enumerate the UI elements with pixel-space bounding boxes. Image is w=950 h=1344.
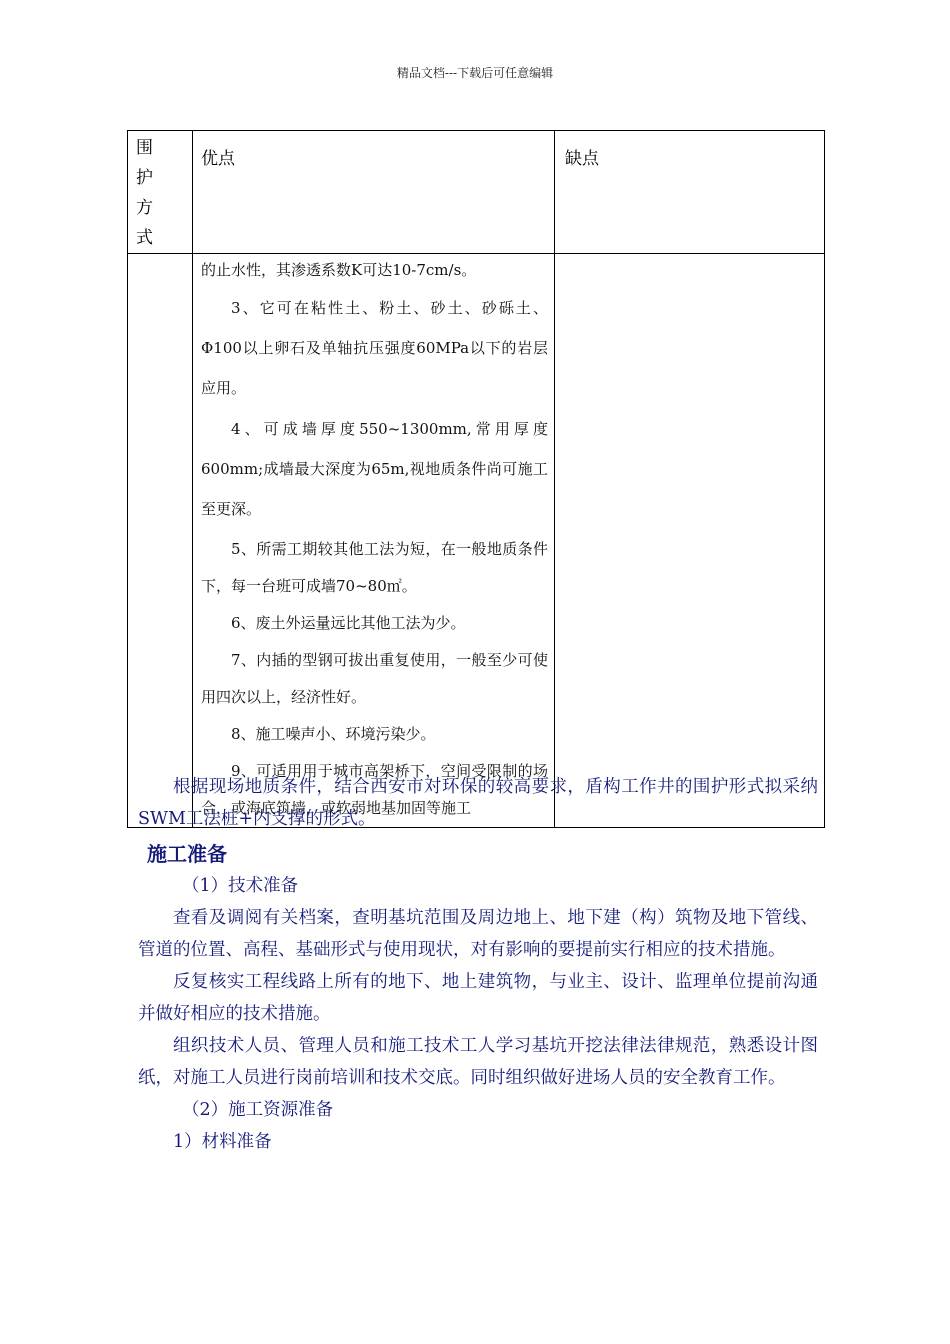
page-header: 精品文档---下载后可任意编辑 xyxy=(396,66,554,80)
comparison-table xyxy=(127,130,825,828)
conclusion-paragraph: 根据现场地质条件，结合西安市对环保的较高要求，盾构工作井的围护形式拟采纳SWM工法桩+内支撑的形式。 xyxy=(138,777,818,829)
header-cell-disadvantages xyxy=(555,131,825,254)
advantages-label: 优点 xyxy=(201,149,235,169)
advantage-item: 7、内插的型钢可拔出重复使用，一般至少可使用四次以上，经济性好。 xyxy=(201,651,548,706)
disadvantages-cell xyxy=(555,254,825,828)
body-paragraph: 反复核实工程线路上所有的地下、地上建筑物，与业主、设计、监理单位提前沟通并做好相应的技术措施。 xyxy=(138,972,818,1024)
advantage-item: 6、废土外运量远比其他工法为少。 xyxy=(231,614,466,632)
advantage-item: 9、可适用用于城市高架桥下，空间受限制的场合，或海底筑墙，或软弱地基加固等施工 xyxy=(201,762,548,817)
body-paragraph: 查看及调阅有关档案，查明基坑范围及周边地上、地下建（构）筑物及地下管线、管道的位置、高程、基础形式与使用现状，对有影响的要提前实行相应的技术措施。 xyxy=(138,908,818,960)
advantage-item: 8、施工噪声小、环境污染少。 xyxy=(231,725,436,743)
advantage-item: 3、它可在粘性土、粉土、砂土、砂砾土、Φ100以上卵石及单轴抗压强度60MPa以下的岩层应用。 xyxy=(201,299,548,397)
section-title: 施工准备 xyxy=(147,842,227,866)
table-row xyxy=(128,254,825,828)
body-block xyxy=(138,870,818,1158)
header-cell-advantages xyxy=(193,131,555,254)
table-header-row xyxy=(128,131,825,254)
method-label: 围护方式 xyxy=(136,138,160,248)
header-cell-method xyxy=(128,131,193,254)
advantage-item: 5、所需工期较其他工法为短，在一般地质条件下，每一台班可成墙70~80㎡。 xyxy=(201,540,548,595)
advantage-item: 4、可成墙厚度550~1300mm,常用厚度600mm;成墙最大深度为65m,视地质条件尚可施工至更深。 xyxy=(201,420,548,518)
body-paragraph: 组织技术人员、管理人员和施工技术工人学习基坑开挖法律法律规范，熟悉设计图纸，对施工人员进行岗前培训和技术交底。同时组织做好进场人员的安全教育工作。 xyxy=(138,1036,818,1088)
conclusion-block xyxy=(138,771,818,835)
method-cell xyxy=(128,254,193,828)
subsection-heading: （2）施工资源准备 xyxy=(182,1100,334,1120)
subsection-heading: 1）材料准备 xyxy=(173,1132,272,1152)
advantages-cell xyxy=(193,254,555,828)
subsection-heading: （1）技术准备 xyxy=(182,876,299,896)
advantage-item: 的止水性，其渗透系数K可达10-7cm/s。 xyxy=(201,261,477,279)
disadvantages-label: 缺点 xyxy=(565,149,599,169)
